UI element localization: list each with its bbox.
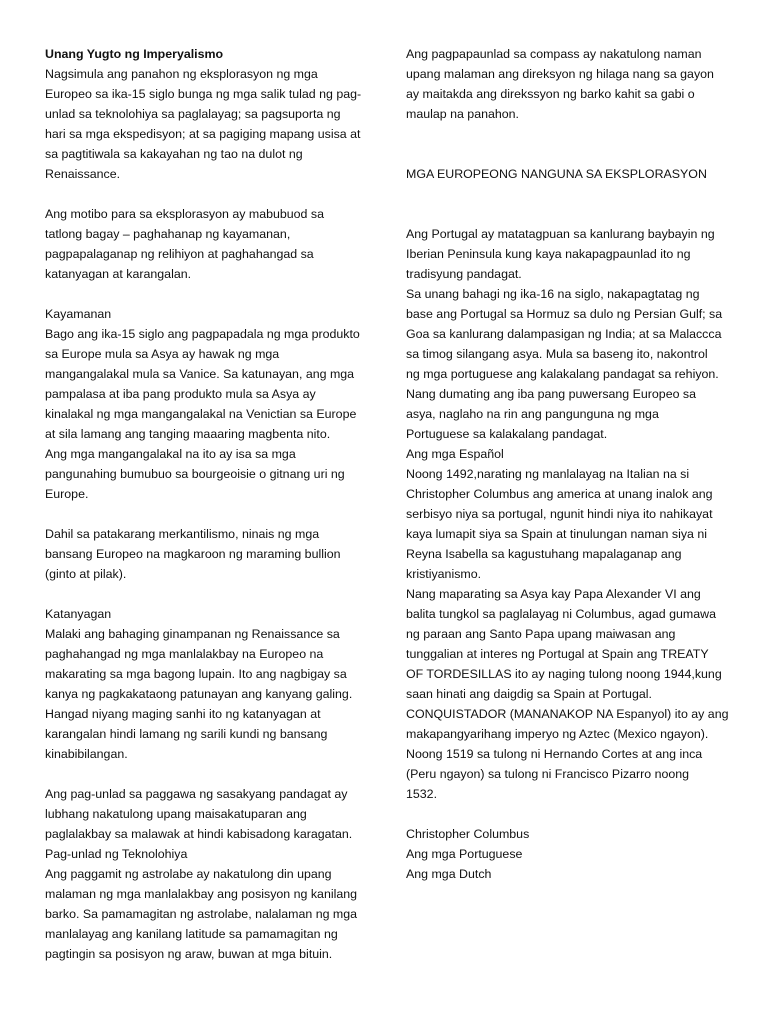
left-column <box>45 44 365 964</box>
text-line: Ang pagpapaunlad sa compass ay nakatulong naman <box>406 47 702 61</box>
text-line: bansang Europeo na magkaroon ng maraming bullion <box>45 547 341 561</box>
text-line: balita tungkol sa paglalayag ni Columbus, agad gumawa <box>406 607 716 621</box>
text-line: CONQUISTADOR (MANANAKOP NA Espanyol) ito ay ang <box>406 707 729 721</box>
text-line: MGA EUROPEONG NANGUNA SA EKSPLORASYON <box>406 167 707 181</box>
text-line: kanya ng pagkakataong patunayan ang kanyang galing. <box>45 687 353 701</box>
blank-line <box>45 504 365 524</box>
text-line: sa pagtitiwala sa kakayahan ng tao na dulot ng <box>45 147 303 161</box>
text-line: kaya lumapit siya sa Spain at tinulungan naman siya ni <box>406 527 707 541</box>
text-line: Dahil sa patakarang merkantilismo, ninais ng mga <box>45 527 320 541</box>
blank-line <box>406 184 736 204</box>
text-line: 1532. <box>406 787 438 801</box>
text-line: Ang motibo para sa eksplorasyon ay mabubuod sa <box>45 207 324 221</box>
text-line: Renaissance. <box>45 167 121 181</box>
text-line: sa timog silangang asya. Mula sa baseng ito, nakontrol <box>406 347 708 361</box>
text-line: tatlong bagay – paghahanap ng kayamanan, <box>45 227 291 241</box>
text-line: Ang Portugal ay matatagpuan sa kanlurang baybayin ng <box>406 227 715 241</box>
text-line: Noong 1519 sa tulong ni Hernando Cortes at ang inca <box>406 747 703 761</box>
right-column <box>406 44 736 884</box>
text-line: asya, naglaho na rin ang pangunguna ng mga <box>406 407 659 421</box>
text-line: paglalakbay sa malawak at hindi kabisadong karagatan. <box>45 827 353 841</box>
text-line: Portuguese sa kalakalang pandagat. <box>406 427 608 441</box>
text-line: Noong 1492,narating ng manlalayag na Italian na si <box>406 467 690 481</box>
blank-line <box>406 124 736 144</box>
text-line: lubhang nakatulong upang maisakatuparan ang <box>45 807 307 821</box>
text-line: kinalakal ng mga mangangalakal na Venictian sa Europe <box>45 407 357 421</box>
text-line: Nang maparating sa Asya kay Papa Alexander VI ang <box>406 587 701 601</box>
text-line: Malaki ang bahaging ginampanan ng Renaissance sa <box>45 627 340 641</box>
text-line: makarating sa mga bagong lupain. Ito ang nagbigay sa <box>45 667 347 681</box>
blank-line <box>406 144 736 164</box>
text-line: maulap na panahon. <box>406 107 519 121</box>
text-line: Ang pag-unlad sa paggawa ng sasakyang pandagat ay <box>45 787 348 801</box>
text-line: paghahangad ng mga manlalakbay na Europeo na <box>45 647 324 661</box>
text-line: Katanyagan <box>45 607 112 621</box>
text-line: sa Europe mula sa Asya ay hawak ng mga <box>45 347 280 361</box>
text-line: saan hinati ang daigdig sa Spain at Portugal. <box>406 687 652 701</box>
text-line: unlad sa teknolohiya sa paglalayag; sa pagsuporta ng <box>45 107 341 121</box>
text-line: Reyna Isabella sa kagustuhang mapalaganap ang <box>406 547 682 561</box>
text-line: barko. Sa pamamagitan ng astrolabe, nalalaman ng mga <box>45 907 358 921</box>
text-line: Bago ang ika-15 siglo ang pagpapadala ng mga produkto <box>45 327 360 341</box>
text-line: at sila lamang ang tanging maaaring magbenta nito. <box>45 427 331 441</box>
blank-line <box>45 284 365 304</box>
text-line: Ang mga Español <box>406 447 504 461</box>
text-line: Europe. <box>45 487 89 501</box>
text-line: karangalan hindi lamang ng sarili kundi ng bansang <box>45 727 328 741</box>
blank-line <box>406 204 736 224</box>
blank-line <box>45 764 365 784</box>
text-line: mangangalakal mula sa Vanice. Sa katunayan, ang mga <box>45 367 355 381</box>
text-line: Hangad niyang maging sanhi ito ng katanyagan at <box>45 707 321 721</box>
text-line: pangunahing bumubuo sa bourgeoisie o gitnang uri ng <box>45 467 345 481</box>
text-line: tunggalian at interes ng Portugal at Spain ang TREATY <box>406 647 709 661</box>
section-title: Unang Yugto ng Imperyalismo <box>45 47 224 61</box>
text-line: Kayamanan <box>45 307 112 321</box>
text-line: Nagsimula ang panahon ng eksplorasyon ng mga <box>45 67 318 81</box>
text-line: Europeo sa ika-15 siglo bunga ng mga salik tulad ng pag- <box>45 87 362 101</box>
text-line: ng mga portuguese ang kalakalang pandagat sa rehiyon. <box>406 367 719 381</box>
text-line: (ginto at pilak). <box>45 567 127 581</box>
text-line: tradisyung pandagat. <box>406 267 522 281</box>
text-line: Goa sa kanlurang dalampasigan ng India; at sa Malaccca <box>406 327 722 341</box>
text-line: pampalasa at iba pang produkto mula sa Asya ay <box>45 387 316 401</box>
text-line: Ang mga Portuguese <box>406 847 523 861</box>
text-line: Christopher Columbus ang america at unang inalok ang <box>406 487 713 501</box>
text-line: Ang paggamit ng astrolabe ay nakatulong din upang <box>45 867 332 881</box>
text-line: Ang mga Dutch <box>406 867 492 881</box>
text-line: (Peru ngayon) sa tulong ni Francisco Pizarro noong <box>406 767 690 781</box>
text-line: manlalayag ang kanilang latitude sa pamamagitan ng <box>45 927 338 941</box>
text-line: katanyagan at karangalan. <box>45 267 192 281</box>
text-line: Nang dumating ang iba pang puwersang Europeo sa <box>406 387 697 401</box>
blank-line <box>45 584 365 604</box>
text-line: Ang mga mangangalakal na ito ay isa sa mga <box>45 447 296 461</box>
blank-line <box>45 184 365 204</box>
text-line: ay maitakda ang direkssyon ng barko kahit sa gabi o <box>406 87 695 101</box>
text-line: serbisyo niya sa portugal, ngunit hindi niya ito nahikayat <box>406 507 713 521</box>
text-line: base ang Portugal sa Hormuz sa dulo ng Persian Gulf; sa <box>406 307 723 321</box>
blank-line <box>406 804 736 824</box>
text-line: Christopher Columbus <box>406 827 530 841</box>
text-line: Pag-unlad ng Teknolohiya <box>45 847 188 861</box>
text-line: kristiyanismo. <box>406 567 482 581</box>
text-line: pagtingin sa posisyon ng araw, buwan at mga bituin. <box>45 947 333 961</box>
text-line: kinabibilangan. <box>45 747 128 761</box>
text-line: Iberian Peninsula kung kaya nakapagpaunlad ito ng <box>406 247 691 261</box>
text-line: malaman ng mga manlalakbay ang posisyon ng kanilang <box>45 887 358 901</box>
text-line: upang malaman ang direksyon ng hilaga nang sa gayon <box>406 67 714 81</box>
text-line: hari sa mga ekspedisyon; at sa pagiging mapang usisa at <box>45 127 361 141</box>
text-line: Sa unang bahagi ng ika-16 na siglo, nakapagtatag ng <box>406 287 700 301</box>
text-line: pagpapalaganap ng relihiyon at paghahangad sa <box>45 247 314 261</box>
text-line: ng paraan ang Santo Papa upang maiwasan ang <box>406 627 676 641</box>
text-line: OF TORDESILLAS ito ay naging tulong noong 1944,kung <box>406 667 722 681</box>
text-line: makapangyarihang imperyo ng Aztec (Mexico ngayon). <box>406 727 709 741</box>
